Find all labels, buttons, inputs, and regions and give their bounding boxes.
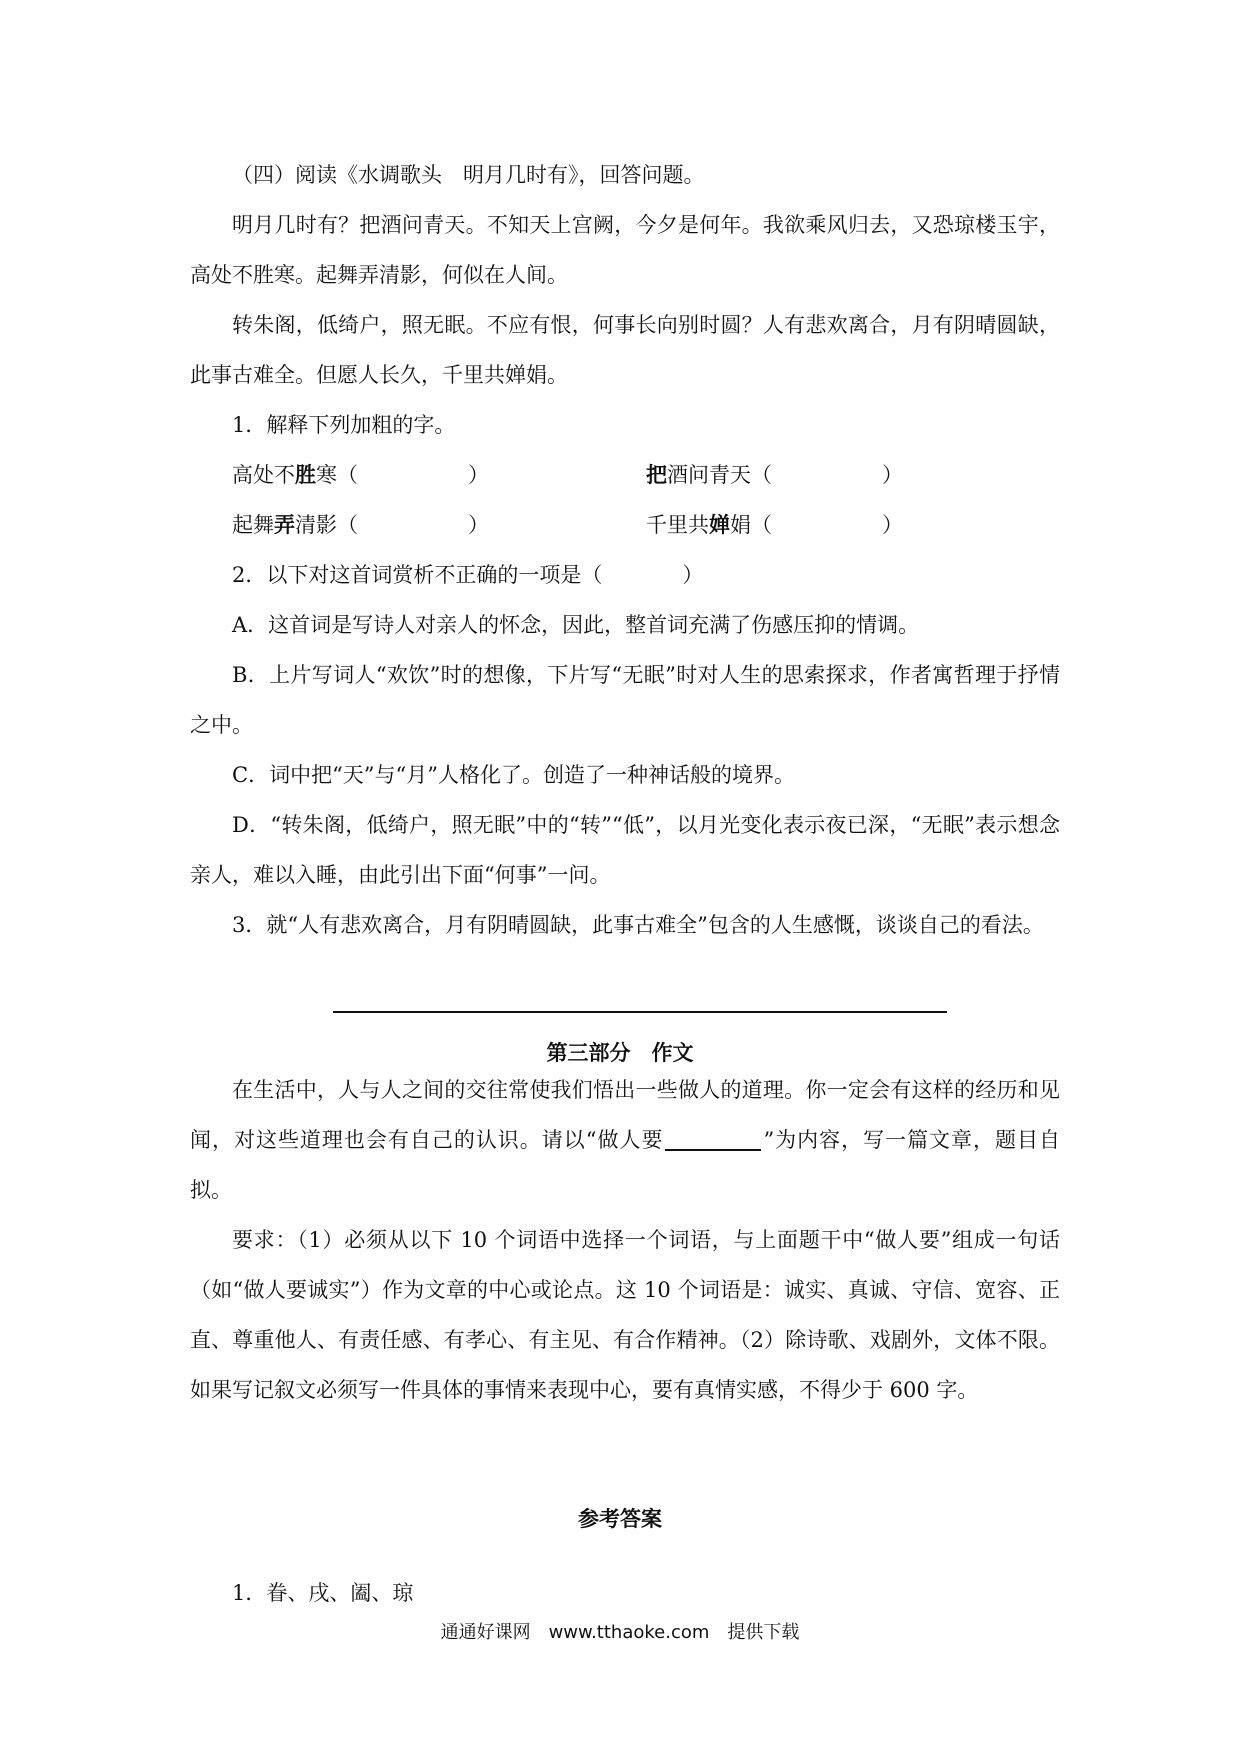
question-2-close: ） [682, 563, 704, 587]
q1-item-3 [232, 500, 646, 550]
essay-prompt-text: 在生活中，人与人之间的交往常使我们悟出一些做人的道理。你一定会有这样的经历和见闻，对这些道理也会有自己的认识。请以“做人要 [190, 1078, 1060, 1152]
answer-1: 1．眷、戌、阖、琼 [232, 1581, 414, 1605]
question-3: 3．就“人有悲欢离合，月有阴晴圆缺，此事古难全”包含的人生感慨，谈谈自己的看法。 [232, 913, 1044, 937]
essay-heading: 第三部分 作文 [546, 1040, 694, 1065]
q1-item-close: ） [882, 513, 903, 537]
q1-item-text: 娟（ [730, 513, 772, 537]
q1-item-text: 高处不 [232, 463, 295, 487]
section-divider [333, 1011, 947, 1013]
poem-paragraph-2: 转朱阁，低绮户，照无眠。不应有恨，何事长向别时圆？人有悲欢离合，月有阴晴圆缺，此事古难全。但愿人长久，千里共婵娟。 [190, 313, 1060, 387]
option-b: B．上片写词人“欢饮”时的想像，下片写“无眠”时对人生的思索探求，作者寓哲理于抒情之中。 [190, 663, 1060, 737]
q1-item-bold-char: 把 [646, 462, 667, 487]
option-d: D．“转朱阁，低绮户，照无眠”中的“转”“低”，以月光变化表示夜已深，“无眠”表示想念亲人，难以入睡，由此引出下面“何事”一问。 [190, 813, 1060, 887]
q1-item-bold-char: 婵 [709, 512, 730, 537]
answers-section [190, 1568, 1060, 1618]
q1-item-text: 清影（ [295, 513, 358, 537]
q1-row-1 [190, 450, 1060, 500]
q1-item-text: 千里共 [646, 513, 709, 537]
q1-item-close: ） [468, 463, 489, 487]
q1-item-1 [232, 450, 646, 500]
reading-section [190, 150, 1060, 950]
question-2-text: 2．以下对这首词赏析不正确的一项是（ [232, 563, 603, 587]
q1-item-2 [646, 450, 1060, 500]
essay-prompt [190, 1065, 1060, 1215]
question-2 [190, 550, 1060, 600]
reading-heading: （四）阅读《水调歌头 明月几时有》，回答问题。 [232, 163, 705, 187]
essay-requirements: 要求：（1）必须从以下 10 个词语中选择一个词语，与上面题干中“做人要”组成一句话（如“做人要诚实”）作为文章的中心或论点。这 10 个词语是：诚实、真诚、守信、宽容、正直、尊重他人、有责任感、有孝心、有主见、有合作精神。（2）除诗歌、戏剧外，文体不限。如果写记叙文必须写一件具体的事情来表现中心，要有真情实感，不得少于 600 字。 [190, 1228, 1060, 1402]
q1-item-close: ） [882, 463, 903, 487]
q1-item-bold-char: 弄 [274, 512, 295, 537]
question-1: 1．解释下列加粗的字。 [232, 413, 456, 437]
essay-blank[interactable] [665, 1127, 761, 1151]
q1-item-bold-char: 胜 [295, 462, 316, 487]
poem-paragraph-1: 明月几时有？把酒问青天。不知天上宫阙，今夕是何年。我欲乘风归去，又恐琼楼玉宇，高处不胜寒。起舞弄清影，何似在人间。 [190, 213, 1060, 287]
essay-section [190, 1065, 1060, 1415]
answers-heading: 参考答案 [578, 1506, 662, 1531]
option-a: A．这首词是写诗人对亲人的怀念，因此，整首词充满了伤感压抑的情调。 [232, 613, 920, 637]
option-c: C．词中把“天”与“月”人格化了。创造了一种神话般的境界。 [232, 763, 796, 787]
q1-item-close: ） [468, 513, 489, 537]
q1-item-text: 寒（ [316, 463, 358, 487]
q1-item-text: 酒问青天（ [667, 463, 772, 487]
q1-row-2 [190, 500, 1060, 550]
q1-item-4 [646, 500, 1060, 550]
q1-item-text: 起舞 [232, 513, 274, 537]
essay-prompt-text-end: ”为内容，写一篇文章，题目自拟。 [190, 1128, 1060, 1202]
page-footer: 通通好课网 www.tthaoke.com 提供下载 [440, 1622, 800, 1643]
